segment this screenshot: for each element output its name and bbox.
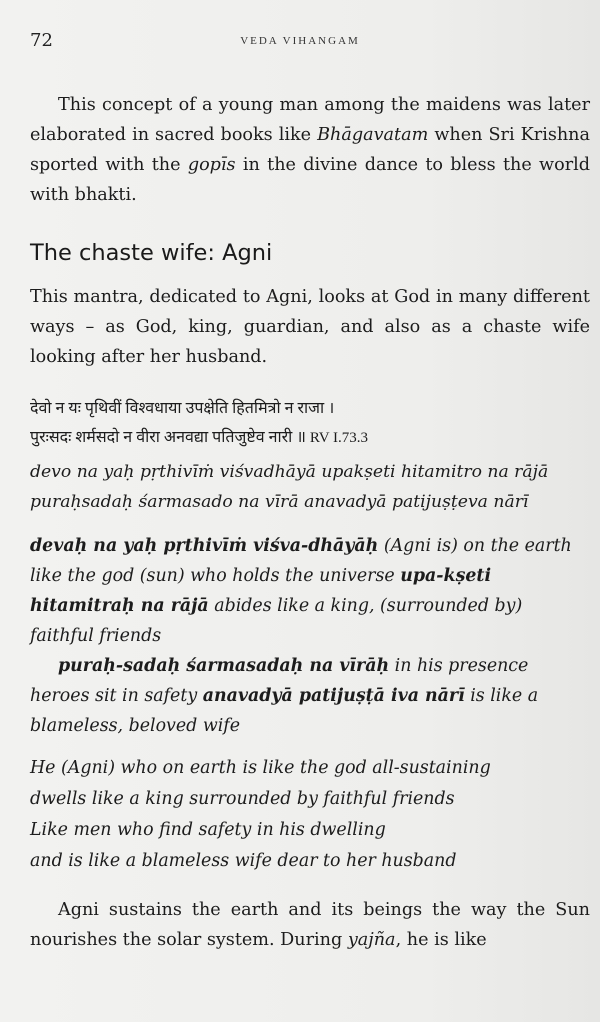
verse-line-3: Like men who find safety in his dwelling xyxy=(30,820,386,840)
transliteration xyxy=(30,457,590,517)
word-gloss xyxy=(30,531,590,741)
page-content xyxy=(30,90,590,955)
gloss-para-1: devaḥ na yaḥ pṛthivīṁ viśva-dhāyāḥ (Agni is) on the earth like the god (sun) who holds the universe upa-kṣeti hitamitraḥ na rājā abides like a king, (surrounded by) faithful friends xyxy=(30,536,572,646)
sanskrit-line-1: देवो न यः पृथिवीं विश्वधाया उपक्षेति हितमित्रो न राजा । xyxy=(30,400,335,417)
verse-line-1: He (Agni) who on earth is like the god all-sustaining xyxy=(30,758,491,778)
verse-reference: RV I.73.3 xyxy=(309,430,369,446)
verse-line-4: and is like a blameless wife dear to her husband xyxy=(30,851,457,871)
section-heading: The chaste wife: Agni xyxy=(30,240,273,266)
gloss-para-2: puraḥ-sadaḥ śarmasadaḥ na vīrāḥ in his presence heroes sit in safety anavadyā patijuṣṭā iva nārī is like a blameless, beloved wife xyxy=(30,656,539,736)
paragraph-mantra-intro: This mantra, dedicated to Agni, looks at God in many different ways – as God, king, guardian, and also as a chaste wife looking after her husband. xyxy=(30,287,590,367)
running-head: VEDA VIHANGAM xyxy=(240,35,360,47)
verse-translation xyxy=(30,753,590,877)
verse-line-2: dwells like a king surrounded by faithful friends xyxy=(30,789,455,809)
page-header xyxy=(30,30,570,54)
sanskrit-line-2: पुरःसदः शर्मसदो न वीरा अनवद्या पतिजुष्टेव नारी ॥ RV I.73.3 xyxy=(30,429,369,446)
paragraph-agni-sustains: Agni sustains the earth and its beings the way the Sun nourishes the solar system. During yajña, he is like xyxy=(30,900,590,950)
sanskrit-verse xyxy=(30,394,590,453)
transliteration-line-1: devo na yaḥ pṛthivīṁ viśvadhāyā upakṣeti hitamitro na rājā xyxy=(30,462,549,482)
paragraph-maidens: This concept of a young man among the maidens was later elaborated in sacred books like Bhāgavatam when Sri Krishna sported with the gopīs in the divine dance to bless the world with bhakti. xyxy=(30,95,590,205)
transliteration-line-2: puraḥsadaḥ śarmasado na vīrā anavadyā patijuṣṭeva nārī xyxy=(30,492,529,512)
page-number: 72 xyxy=(30,30,53,51)
